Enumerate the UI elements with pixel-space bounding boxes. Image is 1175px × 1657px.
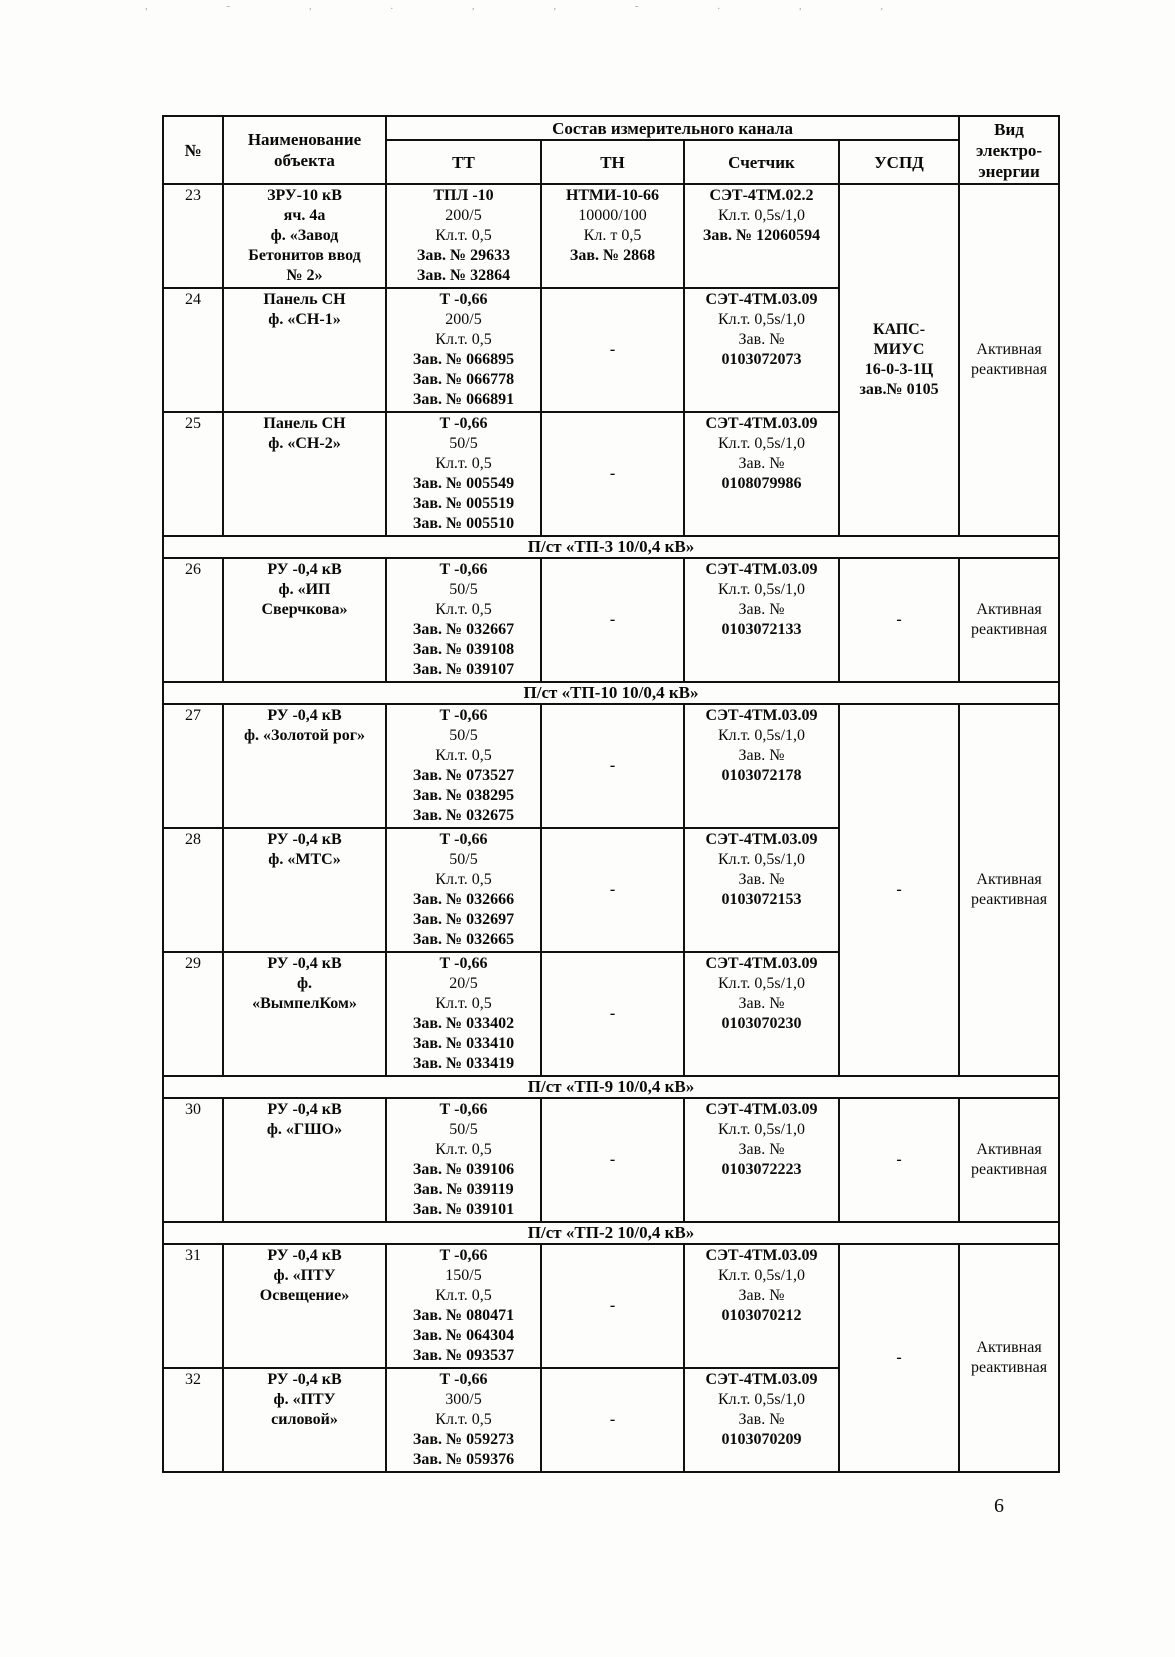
cell-line: Т -0,66 <box>439 1101 488 1118</box>
cell-line: Зав. № <box>738 747 785 764</box>
col-header-object-line2: объекта <box>274 151 335 170</box>
cell-line: 50/5 <box>449 435 478 452</box>
cell-line: Кл.т. 0,5s/1,0 <box>717 581 806 598</box>
cell-line: - <box>609 1411 616 1428</box>
cell-line: Активная <box>976 1339 1042 1356</box>
cell-line: Кл.т. 0,5s/1,0 <box>717 975 806 992</box>
section-row <box>163 1076 1059 1098</box>
cell-line: ф. «ГШО» <box>266 1121 343 1138</box>
cell-tn <box>541 412 684 536</box>
cell-tn <box>541 288 684 412</box>
table-row <box>163 1098 1059 1222</box>
cell-line: Зав. № 066891 <box>412 391 515 408</box>
cell-line: Панель СН <box>263 291 346 308</box>
cell-line: Т -0,66 <box>439 1371 488 1388</box>
col-header-energy-line1: Вид <box>994 119 1024 139</box>
cell-row-number: 31 <box>163 1244 223 1368</box>
cell-row-number: 32 <box>163 1368 223 1472</box>
cell-line: Кл.т. 0,5 <box>435 871 492 888</box>
cell-line: СЭТ-4ТМ.03.09 <box>705 291 818 308</box>
cell-tt <box>386 412 541 536</box>
cell-meter <box>684 1098 839 1222</box>
cell-line: Кл.т. 0,5 <box>435 601 492 618</box>
cell-object-name <box>223 1098 386 1222</box>
cell-line: - <box>609 341 616 358</box>
cell-line: ф. «МТС» <box>268 851 341 868</box>
cell-line: Кл.т. 0,5 <box>435 1411 492 1428</box>
cell-line: Зав. № 032667 <box>412 621 515 638</box>
cell-row-number: 24 <box>163 288 223 412</box>
cell-line: Кл.т. 0,5 <box>435 1287 492 1304</box>
cell-line: РУ -0,4 кВ <box>267 707 342 724</box>
col-header-object <box>223 116 386 184</box>
cell-line: реактивная <box>971 621 1048 638</box>
cell-line: Кл.т. 0,5 <box>435 227 492 244</box>
col-header-channel-group: Состав измерительного канала <box>386 116 959 140</box>
cell-line: Кл.т. 0,5s/1,0 <box>717 207 806 224</box>
col-header-tn: ТН <box>541 140 684 184</box>
cell-line: СЭТ-4ТМ.03.09 <box>705 415 818 432</box>
cell-line: Зав. № <box>738 871 785 888</box>
cell-line: КАПС- <box>872 321 926 338</box>
cell-object-name <box>223 184 386 288</box>
cell-line: Зав. № 064304 <box>412 1327 515 1344</box>
cell-line: Кл.т. 0,5s/1,0 <box>717 1391 806 1408</box>
cell-line: Зав. № 066778 <box>412 371 515 388</box>
cell-line: Кл.т. 0,5s/1,0 <box>717 311 806 328</box>
cell-energy <box>959 558 1059 682</box>
cell-line: Зав. № 039107 <box>412 661 515 678</box>
cell-line: Зав. № <box>738 1411 785 1428</box>
cell-line: Кл.т. 0,5s/1,0 <box>717 1267 806 1284</box>
cell-line: силовой» <box>271 1411 338 1428</box>
col-header-num: № <box>163 116 223 184</box>
cell-energy <box>959 1244 1059 1472</box>
substation-section-label: П/ст «ТП-10 10/0,4 кВ» <box>163 682 1059 704</box>
cell-line: 50/5 <box>449 851 478 868</box>
cell-line: Сверчкова» <box>261 601 348 618</box>
table-header <box>163 116 1059 184</box>
cell-row-number: 25 <box>163 412 223 536</box>
cell-tt <box>386 1098 541 1222</box>
cell-tn <box>541 1368 684 1472</box>
cell-line: Кл. т 0,5 <box>583 227 642 244</box>
cell-line: ЗРУ-10 кВ <box>267 187 342 204</box>
cell-line: зав.№ 0105 <box>859 381 939 398</box>
cell-line: СЭТ-4ТМ.03.09 <box>705 1247 818 1264</box>
cell-tt <box>386 1368 541 1472</box>
cell-line: - <box>609 1151 616 1168</box>
table-row <box>163 558 1059 682</box>
cell-meter <box>684 952 839 1076</box>
cell-line: Зав. № 32864 <box>416 267 511 284</box>
cell-tt <box>386 704 541 828</box>
cell-tn <box>541 184 684 288</box>
cell-object-name <box>223 1368 386 1472</box>
col-header-energy-line2: электро- <box>976 140 1043 160</box>
cell-line: Зав. № 039108 <box>412 641 515 658</box>
cell-line: ф. «СН-1» <box>268 311 341 328</box>
substation-section-label: П/ст «ТП-3 10/0,4 кВ» <box>163 536 1059 558</box>
cell-meter <box>684 828 839 952</box>
cell-line: Зав. № 032666 <box>412 891 515 908</box>
cell-line: Зав. № 005549 <box>412 475 515 492</box>
cell-line: СЭТ-4ТМ.03.09 <box>705 955 818 972</box>
cell-line: Активная <box>976 871 1042 888</box>
col-header-tt: ТТ <box>386 140 541 184</box>
cell-line: Зав. № 033402 <box>412 1015 515 1032</box>
cell-meter <box>684 1244 839 1368</box>
cell-line: Кл.т. 0,5 <box>435 995 492 1012</box>
cell-line: Активная <box>976 1141 1042 1158</box>
cell-line: Зав. № 032697 <box>412 911 515 928</box>
cell-line: 0103072133 <box>721 621 802 638</box>
cell-line: Зав. № <box>738 1141 785 1158</box>
table-row <box>163 184 1059 288</box>
cell-tt <box>386 828 541 952</box>
cell-line: ТПЛ -10 <box>433 187 494 204</box>
cell-line: СЭТ-4ТМ.03.09 <box>705 1371 818 1388</box>
cell-line: Зав. № 059273 <box>412 1431 515 1448</box>
cell-line: СЭТ-4ТМ.03.09 <box>705 561 818 578</box>
cell-tt <box>386 288 541 412</box>
cell-line: - <box>609 1297 616 1314</box>
section-row <box>163 682 1059 704</box>
cell-line: 0103072223 <box>721 1161 802 1178</box>
cell-line: 300/5 <box>445 1391 482 1408</box>
cell-line: 50/5 <box>449 727 478 744</box>
cell-line: - <box>896 1151 902 1168</box>
cell-line: Панель СН <box>263 415 346 432</box>
cell-line: Кл.т. 0,5s/1,0 <box>717 851 806 868</box>
cell-row-number: 29 <box>163 952 223 1076</box>
cell-line: Зав. № <box>738 331 785 348</box>
table-row <box>163 704 1059 828</box>
header-row-top <box>163 116 1059 140</box>
cell-tn <box>541 704 684 828</box>
cell-line: 0103070230 <box>721 1015 802 1032</box>
cell-line: Зав. № 032665 <box>412 931 515 948</box>
cell-tt <box>386 184 541 288</box>
cell-meter <box>684 558 839 682</box>
cell-tt <box>386 558 541 682</box>
cell-meter <box>684 704 839 828</box>
cell-line: Зав. № 005510 <box>412 515 515 532</box>
cell-row-number: 30 <box>163 1098 223 1222</box>
cell-line: реактивная <box>971 361 1048 378</box>
cell-line: Зав. № 032675 <box>412 807 515 824</box>
cell-line: Зав. № 033410 <box>412 1035 515 1052</box>
cell-line: Зав. № 033419 <box>412 1055 515 1072</box>
cell-uspd <box>839 184 959 536</box>
cell-line: Кл.т. 0,5 <box>435 747 492 764</box>
cell-line: Зав. № 059376 <box>412 1451 515 1468</box>
cell-object-name <box>223 558 386 682</box>
cell-line: Зав. № 073527 <box>412 767 515 784</box>
cell-line: ф. «ПТУ <box>273 1267 336 1284</box>
cell-line: Зав. № <box>738 1287 785 1304</box>
cell-tt <box>386 952 541 1076</box>
cell-line: 0103072073 <box>721 351 802 368</box>
cell-tt <box>386 1244 541 1368</box>
cell-line: 150/5 <box>445 1267 482 1284</box>
cell-tn <box>541 1244 684 1368</box>
cell-line: Зав. № 080471 <box>412 1307 515 1324</box>
cell-line: Зав. № <box>738 455 785 472</box>
cell-line: Кл.т. 0,5s/1,0 <box>717 435 806 452</box>
cell-line: Зав. № 12060594 <box>702 227 821 244</box>
cell-line: 0103072153 <box>721 891 802 908</box>
substation-section-label: П/ст «ТП-9 10/0,4 кВ» <box>163 1076 1059 1098</box>
cell-energy <box>959 704 1059 1076</box>
cell-meter <box>684 1368 839 1472</box>
cell-uspd <box>839 704 959 1076</box>
cell-uspd <box>839 1098 959 1222</box>
cell-uspd <box>839 558 959 682</box>
cell-line: Зав. № 005519 <box>412 495 515 512</box>
cell-line: 20/5 <box>449 975 478 992</box>
cell-meter <box>684 412 839 536</box>
section-row <box>163 536 1059 558</box>
table-body <box>163 184 1059 1472</box>
cell-line: Т -0,66 <box>439 831 488 848</box>
cell-line: Активная <box>976 601 1042 618</box>
cell-row-number: 26 <box>163 558 223 682</box>
cell-line: ф. «Завод <box>270 227 339 244</box>
cell-line: Кл.т. 0,5 <box>435 331 492 348</box>
cell-line: 0103070209 <box>721 1431 802 1448</box>
cell-object-name <box>223 704 386 828</box>
col-header-uspd: УСПД <box>839 140 959 184</box>
cell-line: - <box>896 881 902 898</box>
col-header-object-line1: Наименование <box>247 130 362 149</box>
cell-meter <box>684 184 839 288</box>
col-header-energy-line3: энергии <box>978 161 1040 181</box>
cell-line: РУ -0,4 кВ <box>267 561 342 578</box>
cell-object-name <box>223 288 386 412</box>
cell-line: ф. «СН-2» <box>268 435 341 452</box>
cell-line: Зав. № <box>738 995 785 1012</box>
cell-object-name <box>223 828 386 952</box>
cell-object-name <box>223 1244 386 1368</box>
cell-row-number: 23 <box>163 184 223 288</box>
cell-energy <box>959 1098 1059 1222</box>
cell-tn <box>541 952 684 1076</box>
cell-line: - <box>896 1349 902 1366</box>
cell-line: Зав. № 093537 <box>412 1347 515 1364</box>
cell-line: 0108079986 <box>721 475 802 492</box>
cell-line: № 2» <box>286 267 323 284</box>
scan-artifact-marks: , - , . , , - . , , <box>145 0 922 12</box>
section-row <box>163 1222 1059 1244</box>
cell-tn <box>541 1098 684 1222</box>
cell-line: ф. «Золотой рог» <box>243 727 366 744</box>
col-header-meter: Счетчик <box>684 140 839 184</box>
cell-line: Т -0,66 <box>439 955 488 972</box>
cell-line: 0103070212 <box>721 1307 802 1324</box>
cell-line: Кл.т. 0,5s/1,0 <box>717 1121 806 1138</box>
cell-line: ф. «ИП <box>278 581 331 598</box>
cell-line: Т -0,66 <box>439 1247 488 1264</box>
cell-object-name <box>223 952 386 1076</box>
cell-line: - <box>609 881 616 898</box>
cell-line: Т -0,66 <box>439 707 488 724</box>
cell-line: Освещение» <box>259 1287 350 1304</box>
cell-line: - <box>896 611 902 628</box>
cell-line: 0103072178 <box>721 767 802 784</box>
cell-line: СЭТ-4ТМ.03.09 <box>705 831 818 848</box>
cell-line: Зав. № 2868 <box>569 247 656 264</box>
cell-line: Т -0,66 <box>439 415 488 432</box>
table-row <box>163 1244 1059 1368</box>
cell-line: - <box>609 465 616 482</box>
cell-line: РУ -0,4 кВ <box>267 831 342 848</box>
cell-tn <box>541 828 684 952</box>
cell-line: Зав. № 066895 <box>412 351 515 368</box>
cell-line: 10000/100 <box>578 207 647 224</box>
cell-line: «ВымпелКом» <box>252 995 357 1012</box>
cell-line: Т -0,66 <box>439 291 488 308</box>
cell-line: Зав. № 039106 <box>412 1161 515 1178</box>
cell-line: Зав. № 29633 <box>416 247 511 264</box>
cell-line: НТМИ-10-66 <box>565 187 660 204</box>
cell-line: ф. <box>296 975 313 992</box>
cell-line: 200/5 <box>445 311 482 328</box>
cell-line: яч. 4а <box>283 207 326 224</box>
cell-line: СЭТ-4ТМ.03.09 <box>705 707 818 724</box>
cell-line: РУ -0,4 кВ <box>267 1247 342 1264</box>
cell-line: Зав. № 039101 <box>412 1201 515 1218</box>
cell-tn <box>541 558 684 682</box>
measurement-channels-table <box>162 115 1060 1473</box>
cell-uspd <box>839 1244 959 1472</box>
cell-line: Активная <box>976 341 1042 358</box>
cell-line: Зав. № 038295 <box>412 787 515 804</box>
cell-energy <box>959 184 1059 536</box>
cell-line: 50/5 <box>449 1121 478 1138</box>
cell-line: реактивная <box>971 1161 1048 1178</box>
cell-line: Зав. № 039119 <box>413 1181 514 1198</box>
cell-line: РУ -0,4 кВ <box>267 1371 342 1388</box>
cell-line: ф. «ПТУ <box>273 1391 336 1408</box>
cell-line: 16-0-3-1Ц <box>864 361 934 378</box>
col-header-energy-type <box>959 116 1059 184</box>
cell-line: 50/5 <box>449 581 478 598</box>
cell-line: реактивная <box>971 1359 1048 1376</box>
cell-line: СЭТ-4ТМ.03.09 <box>705 1101 818 1118</box>
cell-object-name <box>223 412 386 536</box>
cell-line: Зав. № <box>738 601 785 618</box>
cell-line: СЭТ-4ТМ.02.2 <box>709 187 814 204</box>
cell-line: Бетонитов ввод <box>248 247 361 264</box>
cell-line: - <box>609 757 616 774</box>
cell-line: - <box>609 611 616 628</box>
cell-line: РУ -0,4 кВ <box>267 1101 342 1118</box>
substation-section-label: П/ст «ТП-2 10/0,4 кВ» <box>163 1222 1059 1244</box>
cell-meter <box>684 288 839 412</box>
cell-line: Кл.т. 0,5 <box>435 1141 492 1158</box>
cell-line: Кл.т. 0,5 <box>435 455 492 472</box>
cell-line: реактивная <box>971 891 1048 908</box>
cell-line: Кл.т. 0,5s/1,0 <box>717 727 806 744</box>
cell-line: Т -0,66 <box>439 561 488 578</box>
cell-line: РУ -0,4 кВ <box>267 955 342 972</box>
cell-line: МИУС <box>873 341 925 358</box>
page-number: 6 <box>994 1495 1004 1517</box>
cell-row-number: 27 <box>163 704 223 828</box>
cell-line: - <box>609 1005 616 1022</box>
cell-row-number: 28 <box>163 828 223 952</box>
cell-line: 200/5 <box>445 207 482 224</box>
